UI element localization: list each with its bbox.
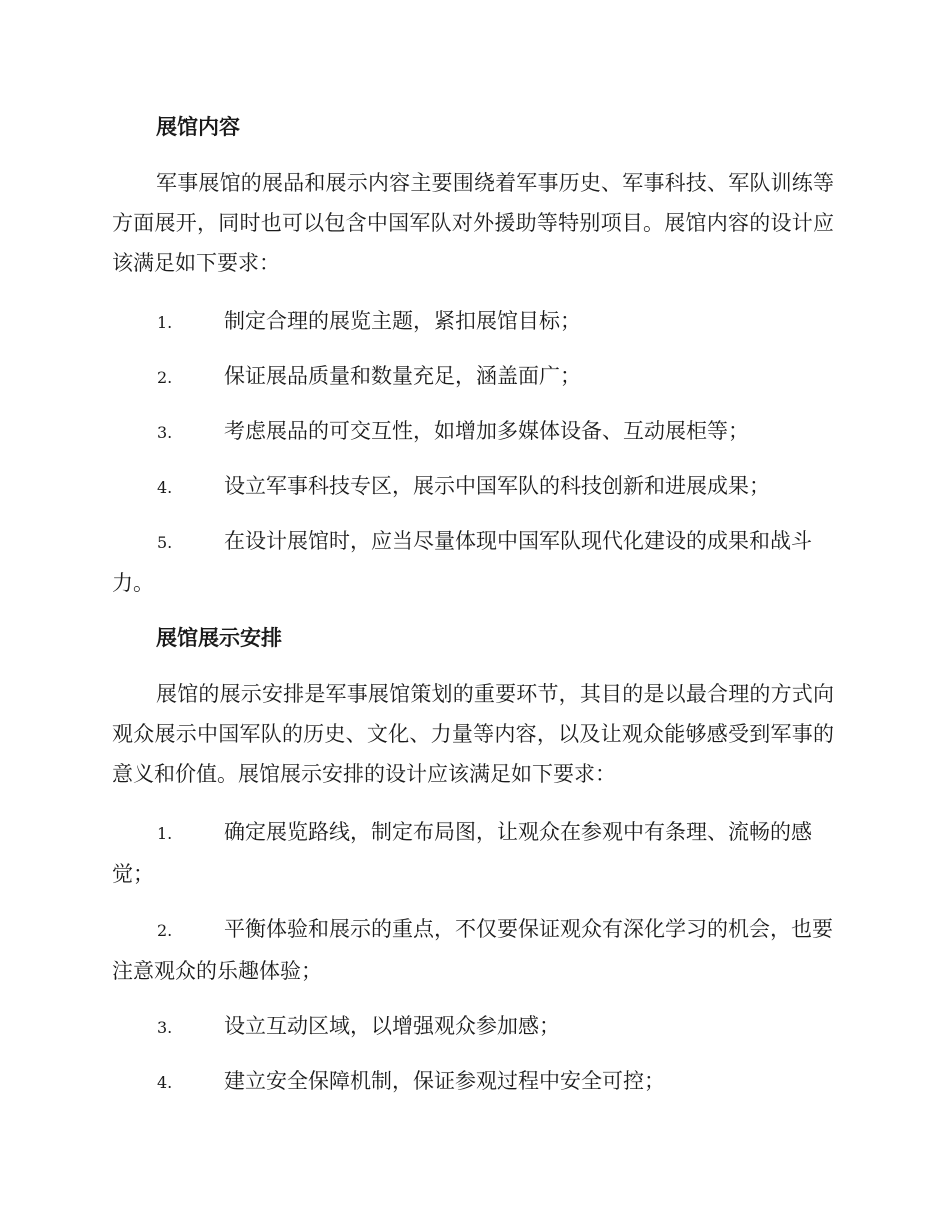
- list-item-text: 建立安全保障机制，保证参观过程中安全可控；: [224, 1069, 665, 1093]
- list-item: [112, 301, 834, 343]
- list-item: [112, 909, 834, 991]
- list-item-number: 2.: [157, 368, 173, 387]
- list-item-number: 5.: [157, 533, 173, 552]
- list-item-text: 平衡体验和展示的重点，不仅要保证观众有深化学习的机会，也要注意观众的乐趣体验；: [112, 917, 833, 983]
- list-item-text: 设立军事科技专区，展示中国军队的科技创新和进展成果；: [224, 474, 770, 498]
- list-item: [112, 1061, 834, 1103]
- section-heading-exhibit-arrangement: 展馆展示安排: [156, 625, 282, 650]
- list-item-number: 1.: [157, 313, 173, 332]
- section-paragraph-exhibit-arrangement: 展馆的展示安排是军事展馆策划的重要环节，其目的是以最合理的方式向观众展示中国军队的历史、文化、力量等内容，以及让观众能够感受到军事的意义和价值。展馆展示安排的设计应该满足如下要求：: [112, 682, 834, 786]
- list-item: [112, 812, 834, 894]
- section-heading-exhibit-content: 展馆内容: [156, 114, 240, 139]
- list-item-number: 4.: [157, 478, 173, 497]
- list-item: [112, 521, 834, 603]
- list-item-text: 确定展览路线，制定布局图，让观众在参观中有条理、流畅的感觉；: [112, 820, 812, 886]
- section-paragraph-exhibit-content: 军事展馆的展品和展示内容主要围绕着军事历史、军事科技、军队训练等方面展开，同时也可以包含中国军队对外援助等特别项目。展馆内容的设计应该满足如下要求：: [112, 171, 834, 275]
- list-item-text: 制定合理的展览主题，紧扣展馆目标；: [224, 309, 581, 333]
- list-item-text: 设立互动区域，以增强观众参加感；: [224, 1014, 560, 1038]
- list-item-number: 3.: [157, 423, 173, 442]
- list-item-text: 考虑展品的可交互性，如增加多媒体设备、互动展柜等；: [224, 419, 749, 443]
- list-item-text: 保证展品质量和数量充足，涵盖面广；: [224, 364, 581, 388]
- list-item-number: 2.: [157, 921, 173, 940]
- list-item-number: 3.: [157, 1018, 173, 1037]
- list-item-text: 在设计展馆时，应当尽量体现中国军队现代化建设的成果和战斗力。: [112, 529, 812, 595]
- list-item-number: 4.: [157, 1073, 173, 1092]
- list-item-number: 1.: [157, 824, 173, 843]
- list-item: [112, 1006, 834, 1048]
- list-item: [112, 466, 834, 508]
- list-item: [112, 411, 834, 453]
- list-item: [112, 356, 834, 398]
